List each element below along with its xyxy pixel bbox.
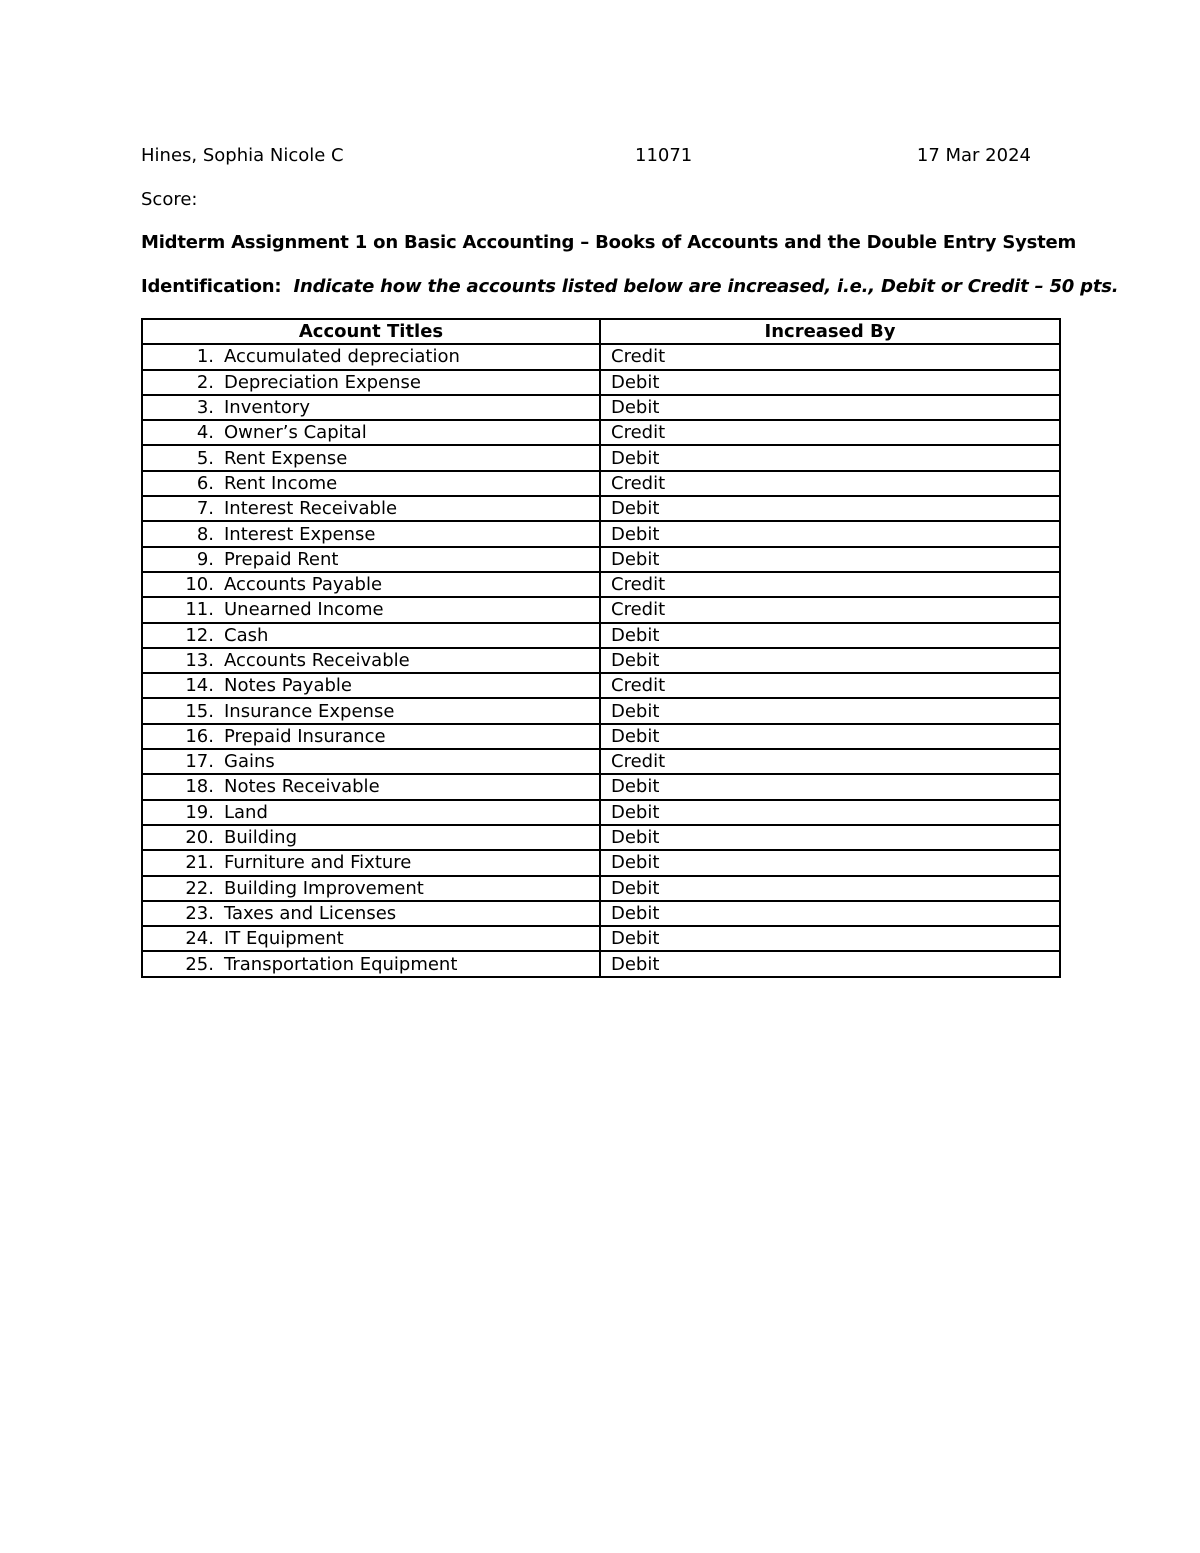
table-header-row [142,319,1060,344]
increased-by-cell: Credit [600,673,1060,698]
row-number: 4. [196,422,214,444]
account-title: Furniture and Fixture [224,852,412,874]
account-title-cell [142,471,600,496]
row-number: 2. [196,371,214,393]
table-row [142,876,1060,901]
account-title-cell [142,800,600,825]
instruction-text: Indicate how the accounts listed below are increased, i.e., Debit or Credit – 50 pts. [293,276,1119,297]
account-title: IT Equipment [224,928,344,950]
account-title-cell [142,445,600,470]
increased-by-cell: Credit [600,344,1060,369]
account-title-cell [142,572,600,597]
accounts-table [141,318,1061,978]
row-number: 18. [185,776,214,798]
account-title: Building Improvement [224,877,424,899]
row-number: 5. [196,447,214,469]
account-title: Rent Expense [224,447,348,469]
table-row [142,395,1060,420]
increased-by-cell: Debit [600,901,1060,926]
row-number: 24. [185,928,214,950]
account-title-cell [142,673,600,698]
score-label: Score: [141,189,198,210]
row-number: 20. [185,827,214,849]
row-number: 1. [196,346,214,368]
increased-by-cell: Debit [600,370,1060,395]
account-title: Insurance Expense [224,700,395,722]
student-id: 11071 [635,145,693,166]
header-line [141,145,1031,169]
account-title-cell [142,850,600,875]
table-row [142,344,1060,369]
table-row [142,901,1060,926]
account-title-cell [142,344,600,369]
increased-by-cell: Debit [600,774,1060,799]
increased-by-cell: Debit [600,395,1060,420]
table-row [142,749,1060,774]
account-title: Accumulated depreciation [224,346,460,368]
table-row [142,597,1060,622]
table-row [142,496,1060,521]
table-row [142,521,1060,546]
row-number: 11. [185,599,214,621]
account-title-cell [142,951,600,976]
column-header-increased-by: Increased By [600,319,1060,344]
row-number: 6. [196,472,214,494]
account-title-cell [142,597,600,622]
increased-by-cell: Debit [600,648,1060,673]
increased-by-cell: Debit [600,445,1060,470]
account-title-cell [142,901,600,926]
table-row [142,420,1060,445]
table-row [142,698,1060,723]
column-header-account-titles: Account Titles [142,319,600,344]
row-number: 21. [185,852,214,874]
account-title-cell [142,774,600,799]
row-number: 3. [196,397,214,419]
increased-by-cell: Credit [600,471,1060,496]
row-number: 8. [196,523,214,545]
account-title: Accounts Payable [224,574,383,596]
account-title: Owner’s Capital [224,422,367,444]
row-number: 14. [185,675,214,697]
account-title-cell [142,698,600,723]
account-title: Cash [224,624,269,646]
row-number: 15. [185,700,214,722]
account-title-cell [142,749,600,774]
row-number: 23. [185,902,214,924]
row-number: 10. [185,574,214,596]
increased-by-cell: Debit [600,926,1060,951]
table-row [142,471,1060,496]
account-title: Transportation Equipment [224,953,458,975]
increased-by-cell: Credit [600,420,1060,445]
instruction-label: Identification: [141,276,282,297]
instruction [141,276,1118,297]
account-title-cell [142,623,600,648]
account-title-cell [142,547,600,572]
increased-by-cell: Debit [600,800,1060,825]
account-title: Rent Income [224,472,338,494]
table-row [142,623,1060,648]
increased-by-cell: Debit [600,876,1060,901]
increased-by-cell: Debit [600,951,1060,976]
table-row [142,926,1060,951]
table-row [142,951,1060,976]
increased-by-cell: Credit [600,749,1060,774]
table-row [142,572,1060,597]
table-row [142,850,1060,875]
account-title: Gains [224,751,275,773]
increased-by-cell: Debit [600,850,1060,875]
account-title: Prepaid Insurance [224,725,386,747]
account-title: Inventory [224,397,310,419]
account-title: Building [224,827,298,849]
increased-by-cell: Debit [600,825,1060,850]
account-title: Notes Receivable [224,776,380,798]
account-title-cell [142,648,600,673]
table-row [142,370,1060,395]
account-title: Depreciation Expense [224,371,421,393]
table-row [142,724,1060,749]
document-date: 17 Mar 2024 [916,145,1031,166]
increased-by-cell: Debit [600,521,1060,546]
document-title: Midterm Assignment 1 on Basic Accounting – Books of Accounts and the Double Entry System [141,232,1077,253]
row-number: 16. [185,725,214,747]
account-title-cell [142,496,600,521]
account-title-cell [142,420,600,445]
increased-by-cell: Debit [600,698,1060,723]
increased-by-cell: Debit [600,623,1060,648]
account-title-cell [142,370,600,395]
account-title-cell [142,724,600,749]
increased-by-cell: Credit [600,597,1060,622]
row-number: 13. [185,650,214,671]
account-title: Accounts Receivable [224,650,410,671]
row-number: 25. [185,953,214,975]
increased-by-cell: Debit [600,724,1060,749]
account-title: Land [224,801,268,823]
increased-by-cell: Debit [600,547,1060,572]
account-title: Taxes and Licenses [224,902,397,924]
table-body [142,344,1060,976]
increased-by-cell: Debit [600,496,1060,521]
table-row [142,774,1060,799]
student-name: Hines, Sophia Nicole C [141,145,344,166]
increased-by-cell: Credit [600,572,1060,597]
row-number: 12. [185,624,214,646]
table-row [142,547,1060,572]
table-row [142,445,1060,470]
account-title-cell [142,926,600,951]
table-row [142,648,1060,673]
table-row [142,800,1060,825]
account-title-cell [142,521,600,546]
table-row [142,825,1060,850]
account-title: Notes Payable [224,675,352,697]
row-number: 7. [196,498,214,520]
table-row [142,673,1060,698]
row-number: 9. [196,548,214,570]
account-title-cell [142,876,600,901]
account-title: Unearned Income [224,599,384,621]
account-title: Interest Receivable [224,498,398,520]
account-title-cell [142,395,600,420]
row-number: 22. [185,877,214,899]
account-title: Prepaid Rent [224,548,339,570]
row-number: 17. [185,751,214,773]
row-number: 19. [185,801,214,823]
account-title: Interest Expense [224,523,376,545]
account-title-cell [142,825,600,850]
